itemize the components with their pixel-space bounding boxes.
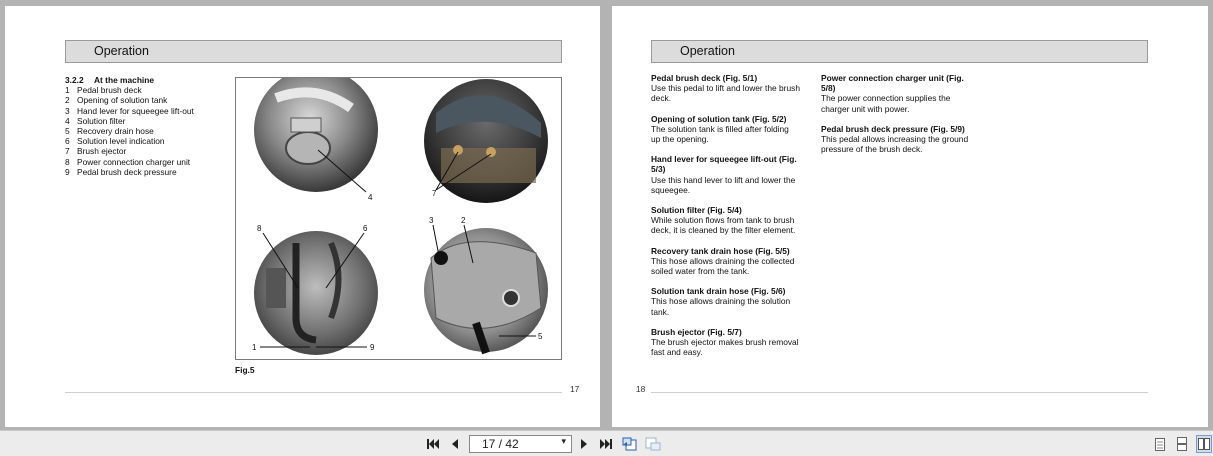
description-entry [651, 154, 811, 195]
item-label: Brush ejector [77, 146, 127, 157]
entry-text: Use this hand lever to lift and lower the [651, 174, 796, 185]
description-entry [651, 205, 811, 236]
entry-text: The solution tank is filled after folding [651, 123, 789, 134]
entry-title: Brush ejector (Fig. 5/7) [651, 326, 742, 337]
item-number: 6 [65, 136, 70, 147]
entry-text: tank. [651, 306, 670, 317]
item-number: 5 [65, 126, 70, 137]
callout-3: 3 [429, 216, 434, 225]
description-entry [651, 286, 811, 317]
item-label: Solution level indication [77, 136, 165, 147]
callout-8: 8 [257, 224, 262, 233]
entry-text: While solution flows from tank to brush [651, 215, 795, 226]
list-item [65, 95, 235, 105]
item-number: 2 [65, 95, 70, 106]
description-entry [821, 124, 981, 155]
list-item [65, 106, 235, 116]
entry-text: The brush ejector makes brush removal [651, 337, 799, 348]
item-label: Power connection charger unit [77, 156, 191, 167]
photo-brush-ejector [424, 79, 548, 203]
item-number: 3 [65, 105, 70, 116]
list-item [65, 116, 235, 126]
continuous-view-icon[interactable] [1175, 435, 1189, 453]
entry-title: Power connection charger unit (Fig. [821, 73, 964, 83]
list-item [65, 167, 235, 177]
right-header-title: Operation [680, 44, 735, 58]
entry-text: This hose allows draining the collected [651, 255, 795, 266]
callout-1: 1 [252, 343, 257, 352]
callout-6: 6 [363, 224, 368, 233]
entry-text: fast and easy. [651, 347, 703, 358]
single-page-view-icon[interactable] [1153, 435, 1167, 453]
entry-text: squeegee. [651, 184, 691, 195]
entry-title-cont: 5/8) [821, 83, 836, 94]
entry-title: Solution tank drain hose (Fig. 5/6) [651, 286, 786, 297]
list-item [65, 85, 235, 95]
entry-title: Recovery tank drain hose (Fig. 5/5) [651, 245, 790, 256]
item-label: Pedal brush deck [77, 85, 142, 96]
left-page [5, 6, 600, 427]
item-number: 4 [65, 115, 70, 126]
entry-text: This hose allows draining the solution [651, 296, 791, 307]
page-number: 17 [570, 384, 580, 394]
page-indicator: 17 / 42 [482, 437, 519, 451]
entry-text: pressure of the brush deck. [821, 144, 923, 155]
entry-title-cont: 5/3) [651, 164, 666, 175]
entry-text: deck, it is cleaned by the filter element. [651, 225, 796, 236]
item-number: 8 [65, 156, 70, 167]
viewer-toolbar [0, 430, 1213, 456]
entry-text: up the opening. [651, 134, 709, 145]
entry-text: Use this pedal to lift and lower the brush [651, 83, 800, 94]
callout-7: 7 [432, 189, 437, 198]
back-view-icon[interactable] [621, 435, 639, 453]
first-page-icon[interactable] [425, 435, 441, 453]
two-page-view-icon[interactable] [1196, 435, 1212, 453]
footer-divider [65, 392, 562, 393]
entry-title: Opening of solution tank (Fig. 5/2) [651, 113, 787, 124]
description-column-1 [651, 73, 811, 367]
item-number: 9 [65, 166, 70, 177]
parts-list [65, 75, 235, 177]
item-label: Solution filter [77, 115, 126, 126]
entry-title: Pedal brush deck pressure (Fig. 5/9) [821, 123, 965, 134]
entry-title: Solution filter (Fig. 5/4) [651, 205, 742, 216]
description-entry [651, 246, 811, 277]
description-entry [651, 73, 811, 104]
figure-photos [236, 78, 561, 359]
last-page-icon[interactable] [598, 435, 614, 453]
figure-caption: Fig.5 [235, 365, 255, 375]
page-selector[interactable] [469, 435, 572, 453]
section-heading [65, 75, 235, 85]
entry-title: Hand lever for squeegee lift-out (Fig. [651, 154, 797, 165]
chevron-down-icon: ▾ [561, 436, 566, 446]
entry-text: deck. [651, 93, 672, 104]
next-page-icon[interactable] [578, 435, 590, 453]
section-title: At the machine [94, 75, 155, 85]
item-number: 1 [65, 85, 70, 96]
section-number: 3.2.2 [65, 75, 84, 85]
footer-divider [651, 392, 1148, 393]
item-label: Hand lever for squeegee lift-out [77, 105, 194, 116]
left-header-title: Operation [94, 44, 149, 58]
callout-4: 4 [368, 193, 373, 202]
item-label: Pedal brush deck pressure [77, 166, 177, 177]
entry-text: This pedal allows increasing the ground [821, 134, 969, 145]
entry-text: charger unit with power. [821, 103, 910, 114]
entry-title: Pedal brush deck (Fig. 5/1) [651, 73, 758, 83]
item-label: Opening of solution tank [77, 95, 168, 106]
entry-text: soiled water from the tank. [651, 266, 750, 277]
photo-solution-tank [424, 228, 548, 353]
page-number: 18 [636, 384, 646, 394]
list-item [65, 157, 235, 167]
machine-figure [235, 77, 562, 360]
list-item [65, 136, 235, 146]
description-entry [651, 114, 811, 145]
description-entry [651, 327, 811, 358]
list-item [65, 146, 235, 156]
left-header-bar [65, 40, 562, 63]
description-column-2 [821, 73, 981, 164]
callout-5: 5 [538, 332, 543, 341]
description-entry [821, 73, 981, 114]
right-page [612, 6, 1208, 427]
entry-text: The power connection supplies the [821, 93, 951, 104]
list-item [65, 126, 235, 136]
photo-hoses [254, 231, 378, 355]
forward-view-icon[interactable] [644, 435, 662, 453]
item-number: 7 [65, 146, 70, 157]
callout-9: 9 [370, 343, 375, 352]
right-header-bar [651, 40, 1148, 63]
item-label: Recovery drain hose [77, 126, 154, 137]
prev-page-icon[interactable] [448, 435, 460, 453]
photo-solution-filter [254, 78, 378, 192]
callout-2: 2 [461, 216, 466, 225]
